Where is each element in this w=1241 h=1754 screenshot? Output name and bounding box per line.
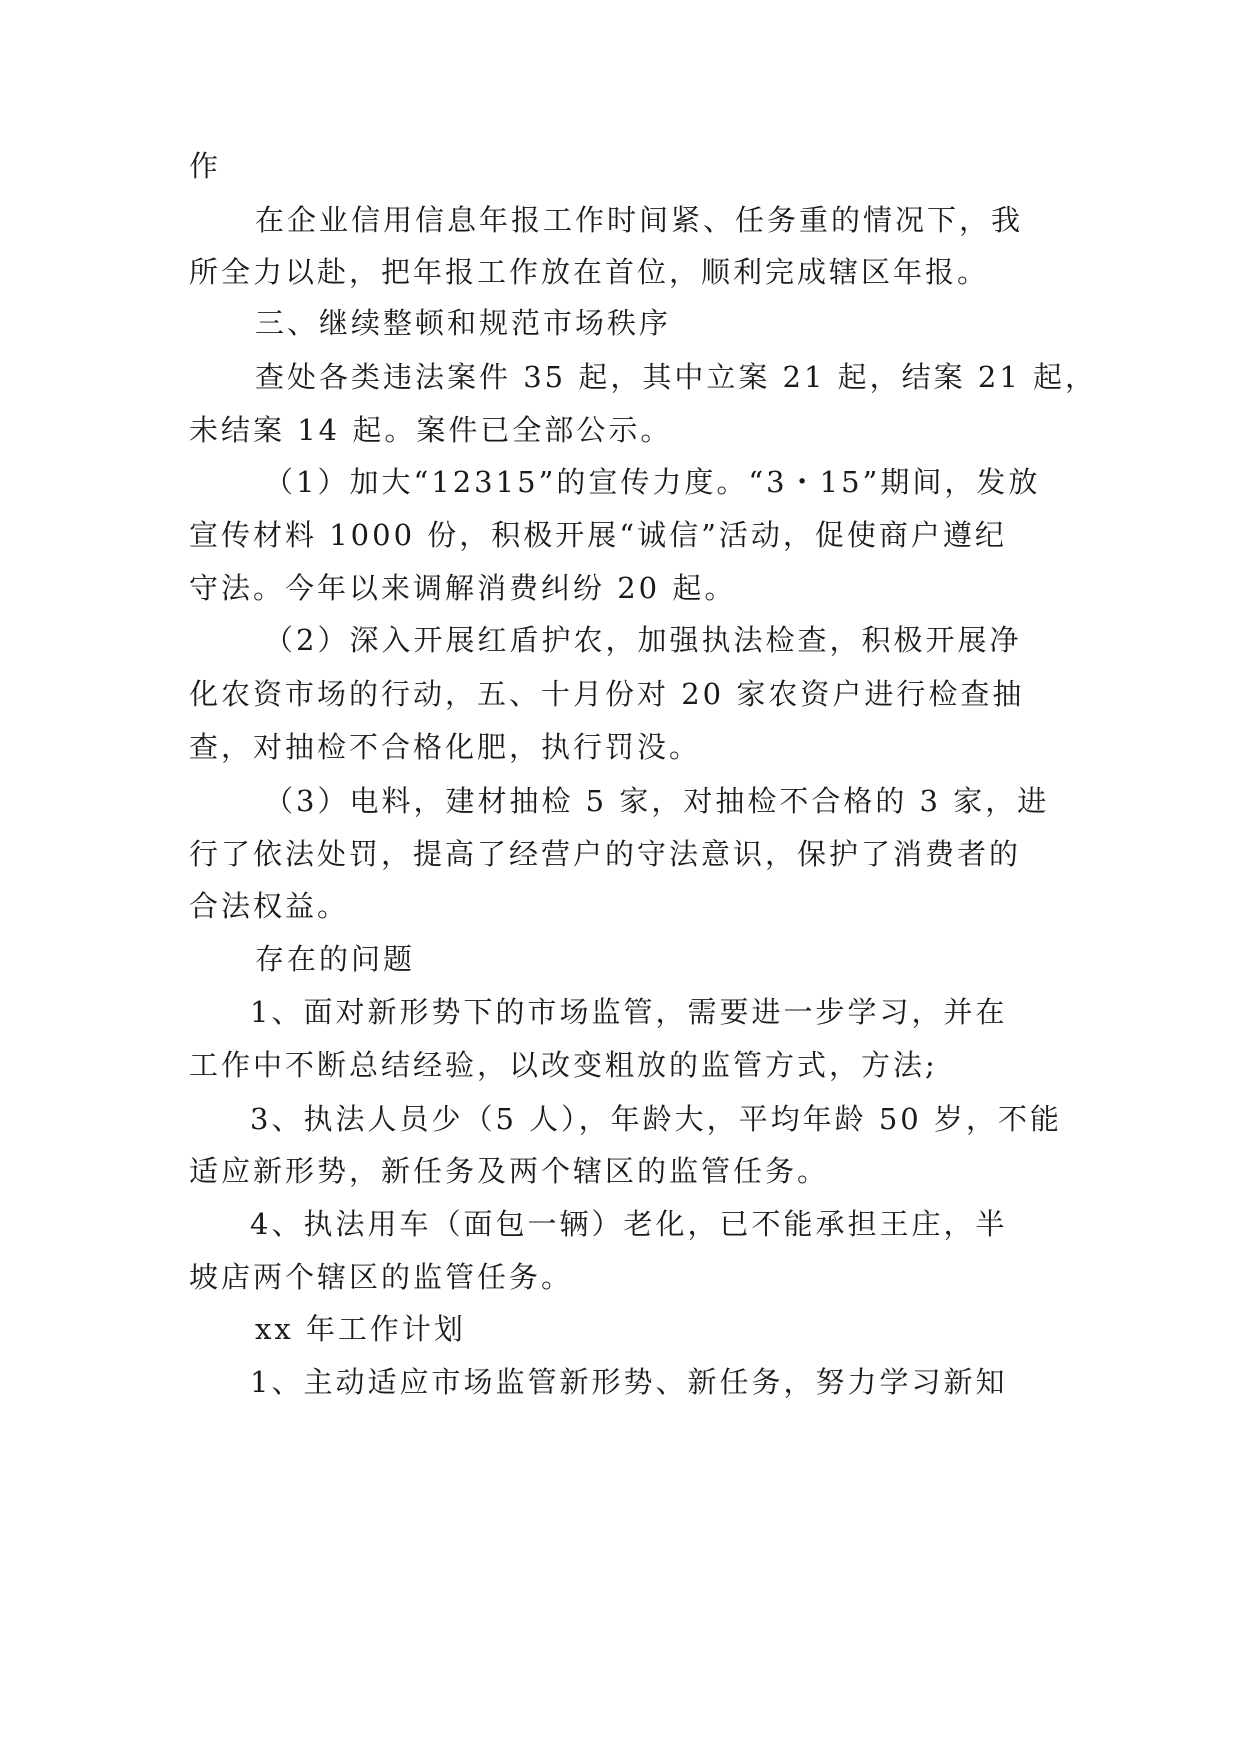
text-line: 宣传材料 1000 份，积极开展“诚信”活动，促使商户遵纪 <box>189 518 1007 552</box>
text-line: 合法权益。 <box>189 889 350 923</box>
text-line: （2）深入开展红盾护农，加强执法检查，积极开展净 <box>264 623 1022 657</box>
text-line: 守法。今年以来调解消费纠纷 20 起。 <box>189 571 737 605</box>
text-line: 化农资市场的行动，五、十月份对 20 家农资户进行检查抽 <box>189 677 1025 711</box>
text-line: 工作中不断总结经验，以改变粗放的监管方式，方法; <box>189 1048 938 1082</box>
text-line: 3、执法人员少（5 人），年龄大，平均年龄 50 岁，不能 <box>250 1102 1062 1136</box>
text-line: 作 <box>189 149 222 183</box>
section-heading: 三、继续整顿和规范市场秩序 <box>255 306 672 340</box>
text-line: （1）加大“12315”的宣传力度。“3・15”期间，发放 <box>264 465 1041 499</box>
text-line: 未结案 14 起。案件已全部公示。 <box>189 413 673 447</box>
section-heading: xx 年工作计划 <box>255 1312 466 1346</box>
text-line: 查，对抽检不合格化肥，执行罚没。 <box>189 730 702 764</box>
text-line: 行了依法处罚，提高了经营户的守法意识，保护了消费者的 <box>189 837 1022 871</box>
text-line: 1、主动适应市场监管新形势、新任务，努力学习新知 <box>250 1365 1008 1399</box>
text-line: 4、执法用车（面包一辆）老化，已不能承担王庄，半 <box>250 1207 1008 1241</box>
section-heading: 存在的问题 <box>255 942 416 976</box>
text-line: 在企业信用信息年报工作时间紧、任务重的情况下，我 <box>255 203 1024 237</box>
text-line: 1、面对新形势下的市场监管，需要进一步学习，并在 <box>250 995 1008 1029</box>
text-line: （3）电料，建材抽检 5 家，对抽检不合格的 3 家，进 <box>264 784 1050 818</box>
text-line: 查处各类违法案件 35 起，其中立案 21 起，结案 21 起， <box>255 360 1098 394</box>
text-line: 适应新形势，新任务及两个辖区的监管任务。 <box>189 1154 830 1188</box>
text-line: 所全力以赴，把年报工作放在首位，顺利完成辖区年报。 <box>189 255 990 289</box>
text-line: 坡店两个辖区的监管任务。 <box>189 1260 574 1294</box>
